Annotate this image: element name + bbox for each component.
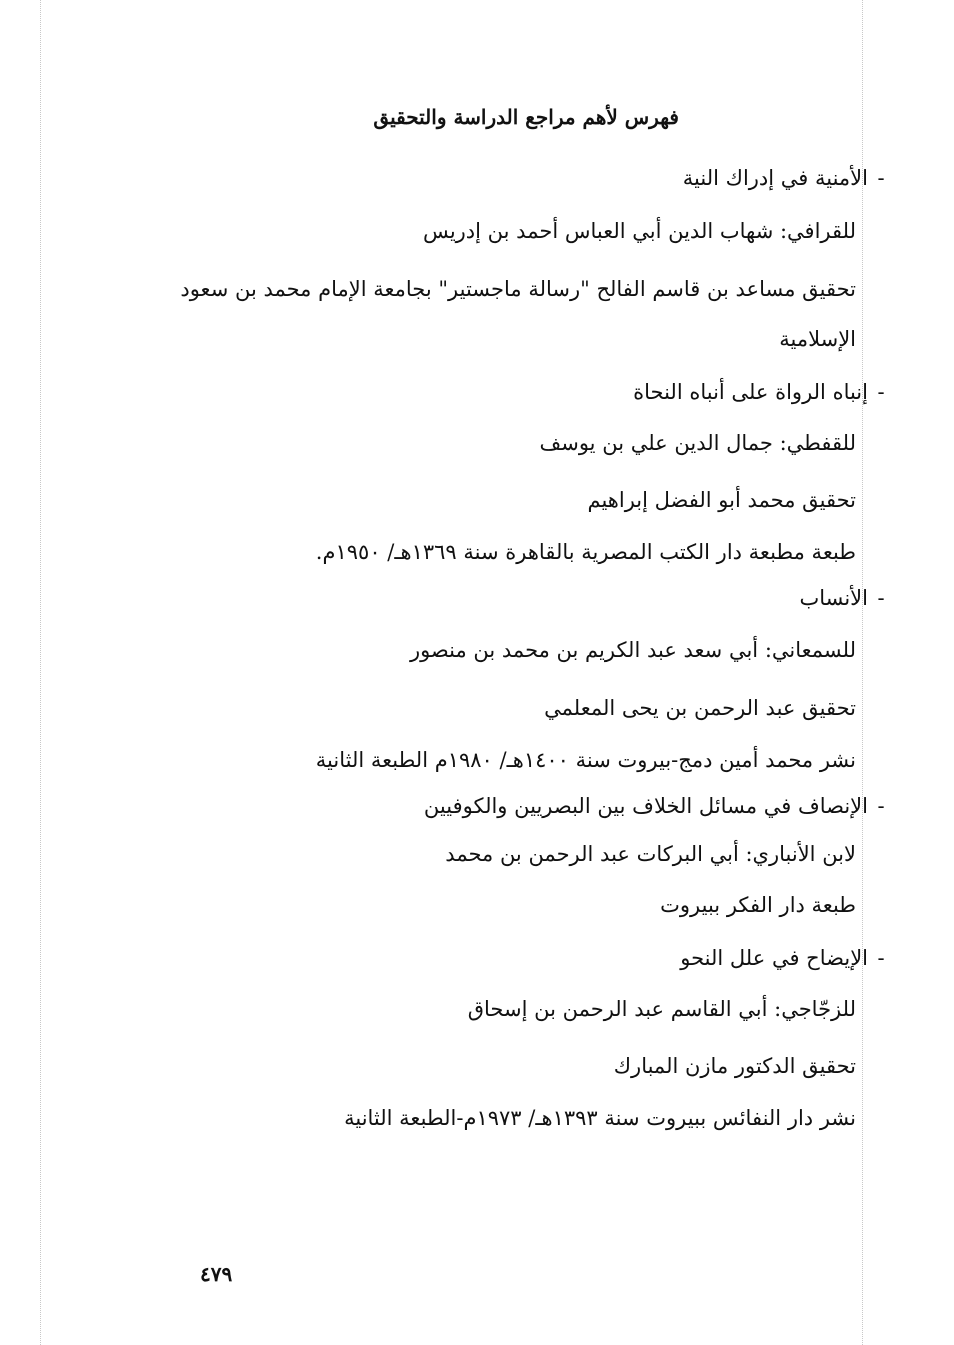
list-dash: - (877, 380, 885, 404)
list-dash: - (877, 166, 885, 190)
entry-publication: طبعة دار الفكر ببيروت (660, 893, 856, 917)
entry-heading (174, 158, 894, 198)
list-dash: - (877, 586, 885, 610)
entry-title: الإيضاح في علل النحو (680, 946, 868, 970)
entry-editor: تحقيق الدكتور مازن المبارك (613, 1054, 856, 1078)
entry-publication: نشر دار النفائس ببيروت سنة ١٣٩٣هـ/ ١٩٧٣م-الطبعة الثانية (344, 1106, 856, 1130)
entry-heading (174, 372, 894, 412)
entry-heading (174, 786, 894, 826)
entry-heading (174, 938, 894, 978)
entry-editor: تحقيق عبد الرحمن بن يحى المعلمي (544, 696, 856, 720)
entry-title: إنباه الرواة على أنباه النحاة (633, 380, 868, 404)
reference-list (174, 158, 894, 1144)
entry-heading (174, 578, 894, 618)
entry-author: للسمعاني: أبي سعد عبد الكريم بن محمد بن منصور (409, 638, 856, 662)
entry-title: الأنساب (799, 586, 868, 610)
entry-editor: تحقيق مساعد بن قاسم الفالح "رسالة ماجستير" بجامعة الإمام محمد بن سعود الإسلامية (180, 277, 856, 351)
entry-title: الأمنية في إدراك النية (682, 166, 868, 190)
reference-entry (174, 578, 894, 786)
reference-entry (174, 938, 894, 1144)
margin-rule-left (40, 0, 41, 1345)
page-title: فهرس لأهم مراجع الدراسة والتحقيق (373, 105, 679, 129)
page-number: ٤٧٩ (200, 1262, 233, 1286)
entry-author: للقرافي: شهاب الدين أبي العباس أحمد بن إدريس (423, 219, 856, 243)
entry-author: لابن الأنباري: أبي البركات عبد الرحمن بن محمد (445, 842, 856, 866)
list-dash: - (877, 794, 885, 818)
entry-publication: نشر محمد أمين دمج-بيروت سنة ١٤٠٠هـ/ ١٩٨٠م الطبعة الثانية (315, 748, 856, 772)
entry-author: للقفطي: جمال الدين علي بن يوسف (539, 431, 856, 455)
reference-entry (174, 372, 894, 578)
list-dash: - (877, 946, 885, 970)
entry-editor: تحقيق محمد أبو الفضل إبراهيم (587, 488, 856, 512)
reference-entry (174, 786, 894, 928)
entry-title: الإنصاف في مسائل الخلاف بين البصريين والكوفيين (423, 794, 868, 818)
entry-publication: طبعة مطبعة دار الكتب المصرية بالقاهرة سنة ١٣٦٩هـ/ ١٩٥٠م. (315, 540, 856, 564)
entry-author: للزجّاجي: أبي القاسم عبد الرحمن بن إسحاق (467, 997, 856, 1021)
reference-entry (174, 158, 894, 364)
